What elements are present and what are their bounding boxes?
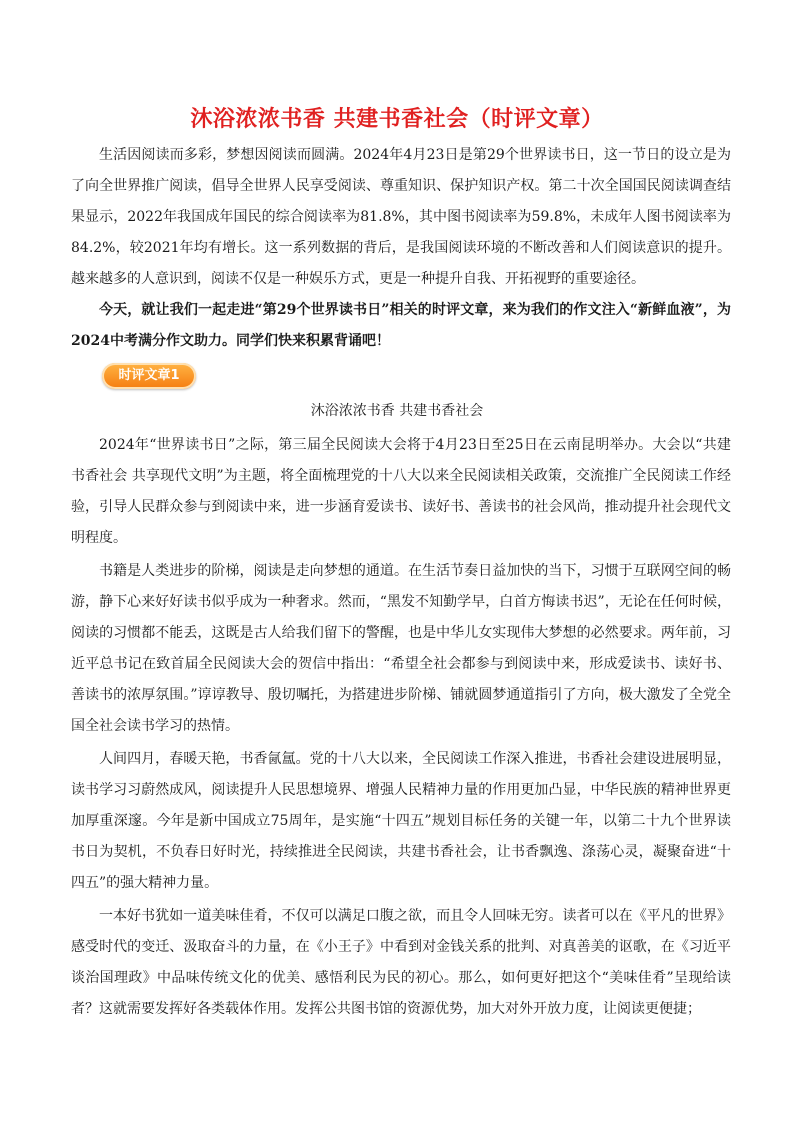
article-paragraph-4: 一本好书犹如一道美味佳肴，不仅可以满足口腹之欲，而且令人回味无穷。读者可以在《平凡的世界》感受时代的变迁、汲取奋斗的力量，在《小王子》中看到对金钱关系的批判、对真善美的讴歌，在《习近平谈治国理政》中品味传统文化的优美、感悟利民为民的初心。那么，如何更好把这个“美味佳肴”呈现给读者？这就需要发挥好各类载体作用。发挥公共图书馆的资源优势，加大对外开放力度，让阅读更便捷； bbox=[71, 908, 731, 1017]
intro-paragraph-2: 今天，就让我们一起走进“第29个世界读书日”相关的时评文章，来为我们的作文注入“新鲜血液”，为2024中考满分作文助力。同学们快来积累背诵吧！ bbox=[71, 302, 731, 349]
article-title: 沐浴浓浓书香 共建书香社会 bbox=[310, 403, 484, 419]
article-paragraph-2: 书籍是人类进步的阶梯，阅读是走向梦想的通道。在生活节奏日益加快的当下，习惯于互联网空间的畅游，静下心来好好读书似乎成为一种奢求。然而，“黑发不知勤学早，白首方悔读书迟”，无论在任何时候，阅读的习惯都不能丢，这既是古人给我们留下的警醒，也是中华儿女实现伟大梦想的必然要求。两年前，习近平总书记在致首届全民阅读大会的贺信中指出：“希望全社会都参与到阅读中来，形成爱读书、读好书、善读书的浓厚氛围。”谆谆教导、殷切嘱托，为搭建进步阶梯、铺就圆梦通道指引了方向，极大激发了全党全国全社会读书学习的热情。 bbox=[71, 563, 731, 734]
intro-section bbox=[71, 140, 731, 357]
section-badge: 时评文章1 bbox=[102, 363, 196, 389]
article-paragraph-1: 2024年“世界读书日”之际，第三届全民阅读大会将于4月23日至25日在云南昆明举办。大会以“共建书香社会 共享现代文明”为主题，将全面梳理党的十八大以来全民阅读相关政策，交流推广全民阅读工作经验，引导人民群众参与到阅读中来，进一步涵育爱读书、读好书、善读书的社会风尚，推动提升社会现代文明程度。 bbox=[71, 437, 731, 546]
article-body bbox=[71, 430, 731, 1025]
intro-paragraph-1: 生活因阅读而多彩，梦想因阅读而圆满。2024年4月23日是第29个世界读书日，这一节日的设立是为了向全世界推广阅读，倡导全世界人民享受阅读、尊重知识、保护知识产权。第二十次全国国民阅读调查结果显示，2022年我国成年国民的综合阅读率为81.8%，其中图书阅读率为59.8%，未成年人图书阅读率为84.2%，较2021年均有增长。这一系列数据的背后，是我国阅读环境的不断改善和人们阅读意识的提升。越来越多的人意识到，阅读不仅是一种娱乐方式，更是一种提升自我、开拓视野的重要途径。 bbox=[71, 147, 731, 287]
document-title: 沐浴浓浓书香 共建书香社会（时评文章） bbox=[190, 107, 604, 132]
article-paragraph-3: 人间四月，春暖天艳，书香氤氲。党的十八大以来，全民阅读工作深入推进，书香社会建设进展明显，读书学习习蔚然成风，阅读提升人民思想境界、增强人民精神力量的作用更加凸显，中华民族的精神世界更加厚重深邃。今年是新中国成立75周年，是实施“十四五”规划目标任务的关键一年，以第二十九个世界读书日为契机，不负春日好时光，持续推进全民阅读，共建书香社会，让书香飘逸、涤荡心灵，凝聚奋进“十四五”的强大精神力量。 bbox=[71, 751, 731, 891]
